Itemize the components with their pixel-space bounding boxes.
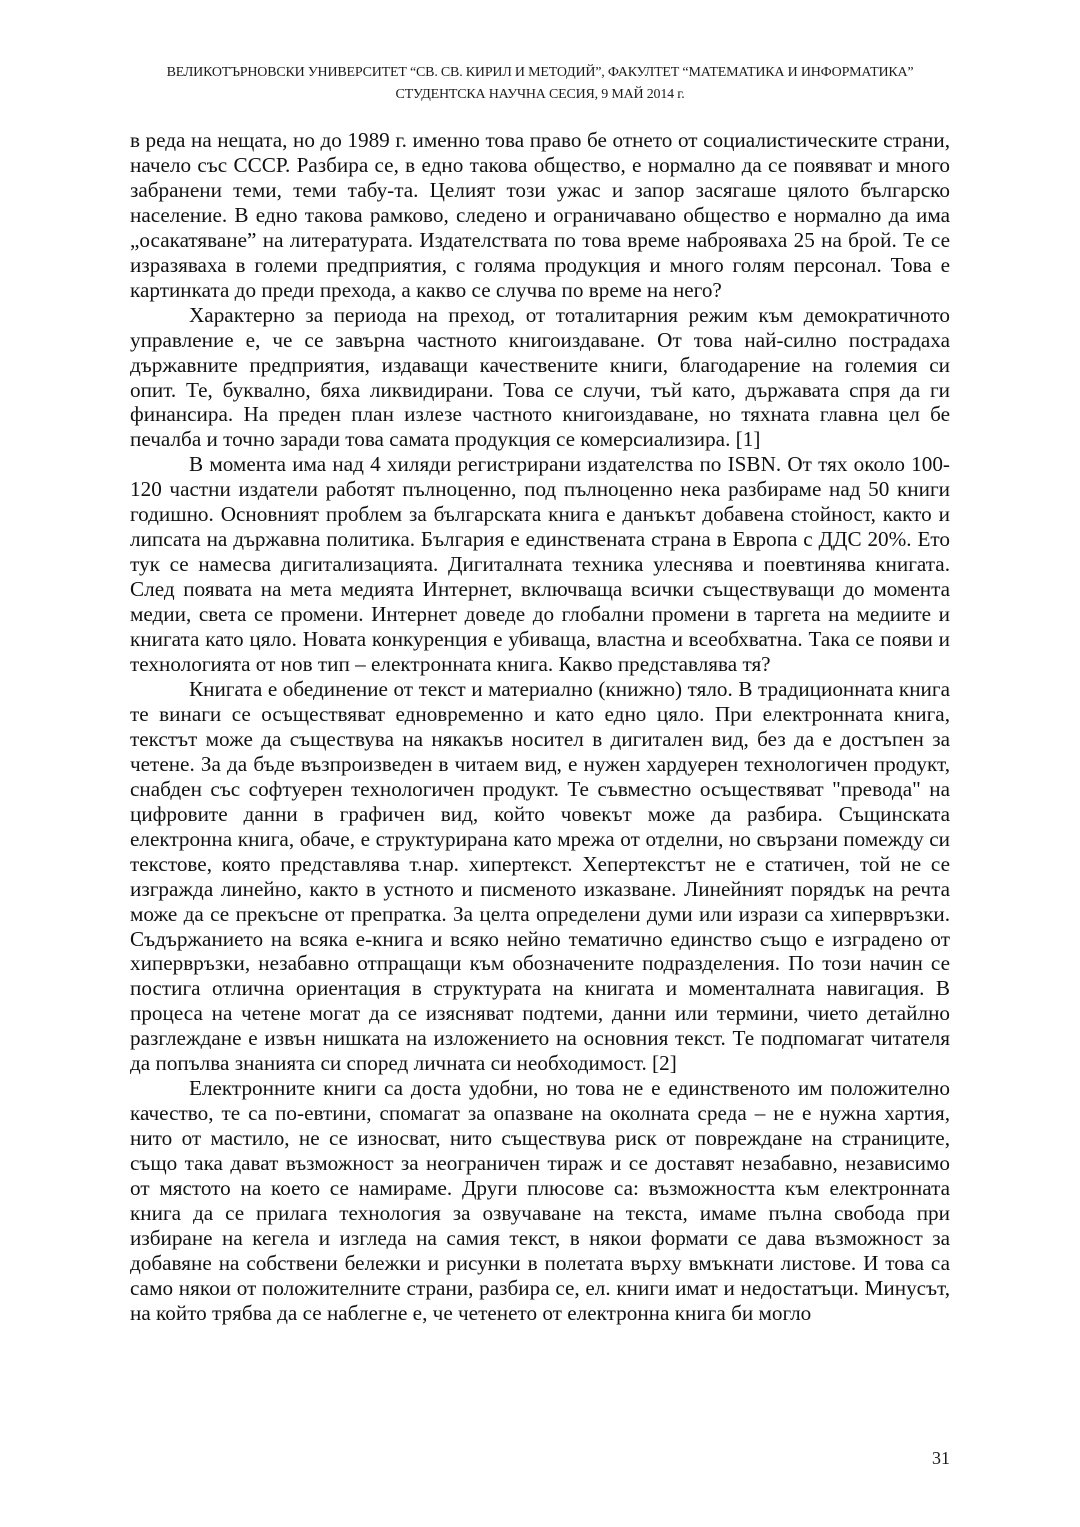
paragraph-publishers-isbn: В момента има над 4 хиляди регистрирани издателства по ISBN. От тях около 100-120 частни издатели работят пълноценно, под пълноценно нека разбираме над 50 книги годишно. Основният проблем за българската книга е данъкът добавена стойност, както и липсата на държавна политика. България е единствената страна в Европа с ДДС 20%. Ето тук се намесва дигитализацията. Дигиталната техника улеснява и поевтинява книгата. След появата на мета медията Интернет, включваща всички съществуващи до момента медии, света се промени. Интернет доведе до глобални промени в таргета на медиите и книгата като цяло. Новата конкуренция е убиваща, властна и всеобхватна. Така се появи и технологията от нов тип – електронната книга. Какво представлява тя? [130,452,950,677]
header-university-line: ВЕЛИКОТЪРНОВСКИ УНИВЕРСИТЕТ “СВ. СВ. КИРИЛ И МЕТОДИЙ”, ФАКУЛТЕТ “МАТЕМАТИКА И ИНФОРМАТИКА” [166,65,914,80]
paragraph-ebook-definition: Книгата е обединение от текст и материално (книжно) тяло. В традиционната книга те винаги се осъществяват едновременно и като едно цяло. При електронната книга, текстът може да съществува на някакъв носител в дигитален вид, без да е достъпен за четене. За да бъде възпроизведен в читаем вид, е нужен хардуерен технологичен продукт, снабден със софтуерен технологичен продукт. Те съвместно осъществяват "превода" на цифровите данни в графичен вид, който човекът може да разбира. Същинската електронна книга, обаче, е структурирана като мрежа от отделни, но свързани помежду си текстове, която представлява т.нар. хипертекст. Хепертекстът не е статичен, той не се изгражда линейно, както в устното и писменото изказване. Линейният порядък на речта може да се прекъсне от препратка. За целта определени думи или изрази са хипервръзки. Съдържанието на всяка е-книга и всяко нейно тематично единство също е изградено от хипервръзки, незабавно отпращащи към обозначените подразделения. По този начин се постига отлична ориентация в структурата на книгата и моменталната навигация. В процеса на четене могат да се изясняват подтеми, данни или термини, чието детайлно разглеждане е извън нишката на изложението на основния текст. Те подпомагат читателя да попълва знанията си според личната си необходимост. [2] [130,676,950,1076]
header-session-line: СТУДЕНТСКА НАУЧНА СЕСИЯ, 9 МАЙ 2014 г. [395,87,685,102]
paragraph-continuation: в реда на нещата, но до 1989 г. именно това право бе отнето от социалистическите страни, начело със СССР. Разбира се, в едно такова общество, е нормално да се появяват и много забранени теми, теми табу-та. Целият този ужас и запор засягаше цялото българско население. В едно такова рамково, следено и ограничавано общество е нормално да има „осакатяване” на литературата. Издателствата по това време наброяваха 25 на брой. Те се изразяваха в големи предприятия, с голяма продукция и много голям персонал. Това е картинката до преди прехода, а какво се случва по време на него? [130,128,950,302]
body-text [130,128,950,1326]
running-header [60,62,1020,106]
paragraph-transition-period: Характерно за периода на преход, от тоталитарния режим към демократичното управление е, че се завърна частното книгоиздаване. От това най-силно пострадаха държавните предприятия, издаващи качествените книги, благодарение на големия си опит. Те, буквално, бяха ликвидирани. Това се случи, тъй като, държавата спря да ги финансира. На преден план излезе частното книгоиздаване, но тяхната главна цел бе печалба и точно заради това самата продукция се комерсиализира. [1] [130,302,950,452]
paragraph-ebook-advantages: Електронните книги са доста удобни, но това не е единственото им положително качество, те са по-евтини, спомагат за опазване на околната среда – не е нужна хартия, нито от мастило, не се износват, нито съществува риск от повреждане на страниците, също така дават възможност за неограничен тираж и се доставят незабавно, независимо от мястото на което се намираме. Други плюсове са: възможността към електронната книга да се прилага технология за озвучаване на текста, имаме пълна свобода при избиране на кегела и изгледа на самия текст, в някои формати се дава възможност за добавяне на собствени бележки и рисунки в полетата върху вмъкнати листове. И това са само някои от положителните страни, разбира се, ел. книги имат и недостатъци. Минусът, на който трябва да се наблегне е, че четенето от електронна книга би могло [130,1076,950,1325]
page-number: 31 [932,1448,950,1468]
